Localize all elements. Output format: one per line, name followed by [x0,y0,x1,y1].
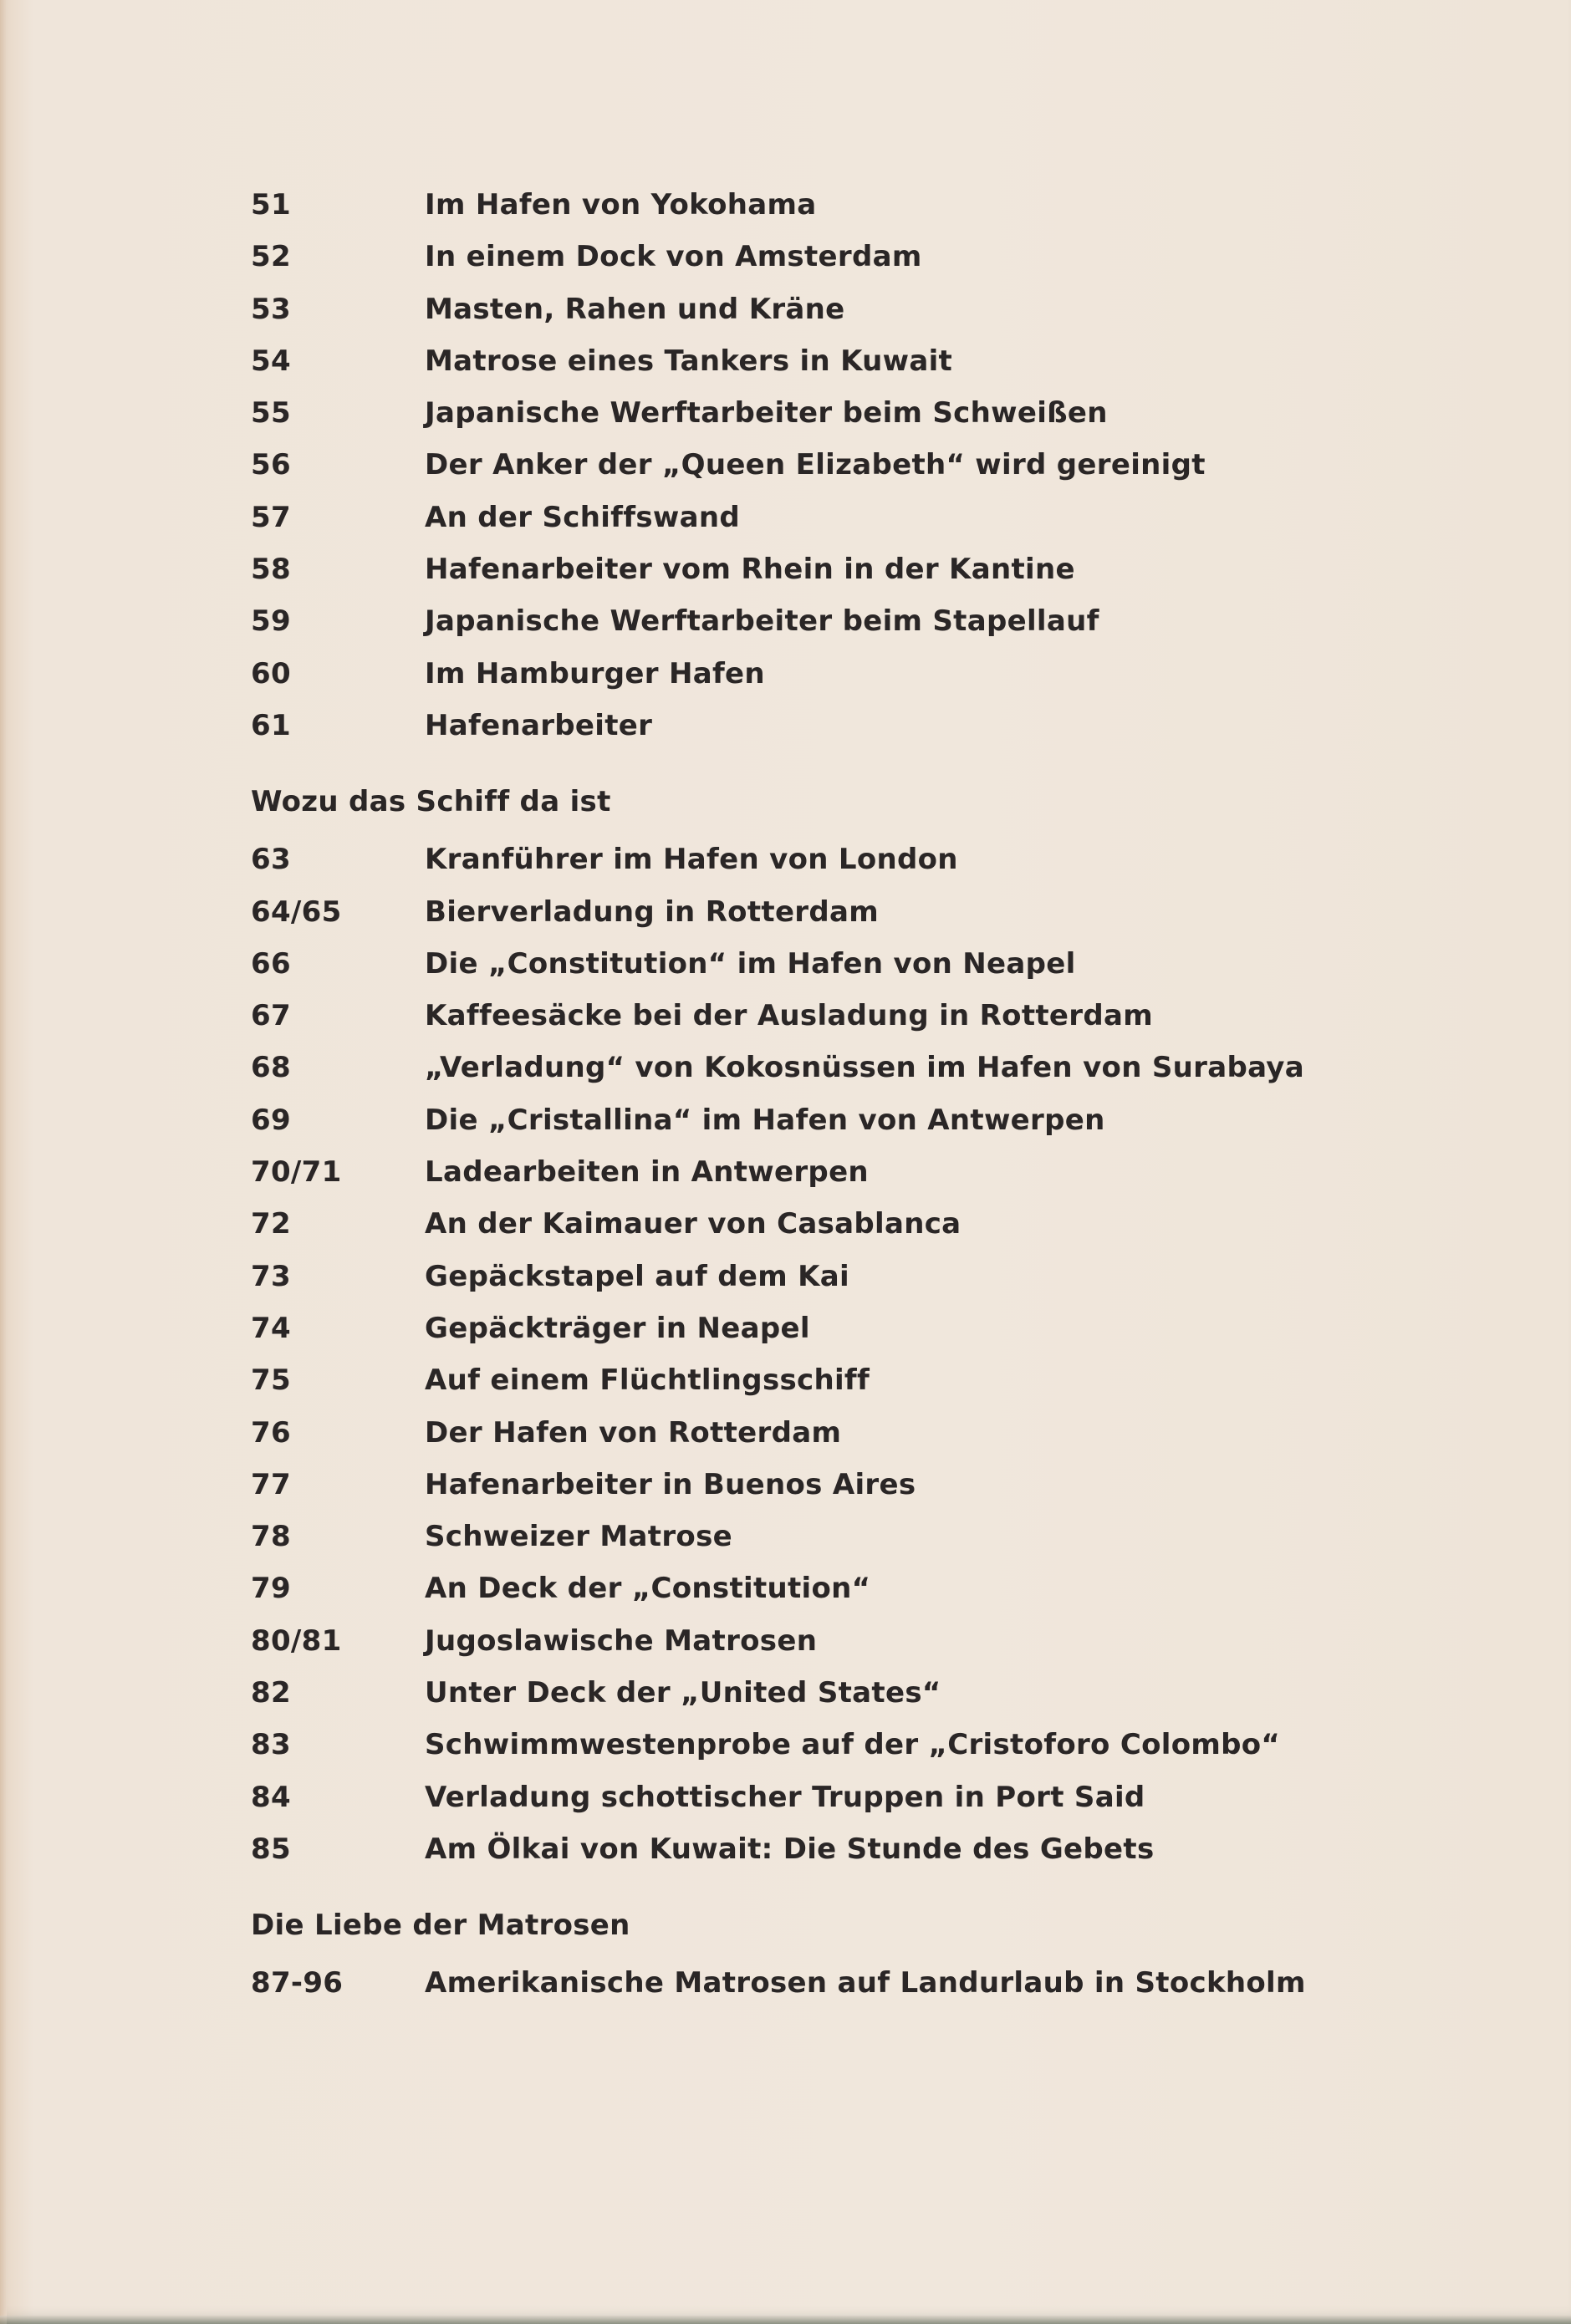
index-entry [251,344,1421,396]
plate-number: 85 [251,1832,291,1866]
plate-title: Kranführer im Hafen von London [425,843,958,877]
index-entry [251,448,1421,500]
plate-number: 66 [251,946,291,981]
plate-title: „Verladung“ von Kokosnüssen im Hafen von Surabaya [425,1051,1304,1085]
page-bottom-edge [0,2316,1571,2324]
plate-number: 83 [251,1728,291,1762]
picture-index [251,188,1421,2019]
plate-title: Schwimmwestenprobe auf der „Cristoforo Colombo“ [425,1728,1281,1762]
page-edge [0,0,7,2324]
index-entry [251,1051,1421,1103]
plate-number: 70/71 [251,1155,342,1190]
plate-number: 67 [251,999,291,1033]
plate-title: Schweizer Matrose [425,1520,732,1554]
index-entry [251,1832,1421,1884]
index-entry [251,293,1421,344]
plate-title: An Deck der „Constitution“ [425,1572,871,1606]
section-heading: Wozu das Schiff da ist [251,785,611,819]
index-entry [251,1155,1421,1207]
plate-title: Unter Deck der „United States“ [425,1676,941,1710]
index-entry [251,1468,1421,1520]
plate-title: Im Hafen von Yokohama [425,188,817,222]
plate-title: Japanische Werftarbeiter beim Stapellauf [425,604,1099,639]
index-entry [251,1103,1421,1155]
index-entry [251,1676,1421,1728]
plate-number: 58 [251,553,291,587]
plate-title: Kaffeesäcke bei der Ausladung in Rotterdam [425,999,1153,1033]
plate-title: Hafenarbeiter [425,708,653,742]
plate-number: 68 [251,1051,291,1085]
index-entry [251,1966,1421,2018]
index-entry [251,1312,1421,1363]
index-entry [251,1572,1421,1623]
index-entry [251,1363,1421,1415]
index-entry [251,396,1421,448]
plate-title: Der Anker der „Queen Elizabeth“ wird gereinigt [425,448,1206,482]
plate-number: 82 [251,1676,291,1710]
plate-title: Ladearbeiten in Antwerpen [425,1155,869,1190]
index-entry [251,501,1421,553]
plate-title: An der Kaimauer von Casablanca [425,1207,961,1241]
plate-number: 51 [251,188,291,222]
plate-title: In einem Dock von Amsterdam [425,240,922,274]
plate-number: 84 [251,1780,291,1814]
plate-title: Im Hamburger Hafen [425,656,765,691]
plate-title: An der Schiffswand [425,500,740,534]
plate-title: Gepäckstapel auf dem Kai [425,1259,849,1293]
plate-number: 52 [251,240,291,274]
index-entry [251,843,1421,894]
plate-number: 76 [251,1415,291,1450]
index-entry [251,947,1421,999]
index-entry [251,553,1421,604]
plate-title: Matrose eines Tankers in Kuwait [425,344,953,378]
plate-title: Gepäckträger in Neapel [425,1311,810,1345]
plate-number: 80/81 [251,1623,342,1658]
plate-title: Die „Constitution“ im Hafen von Neapel [425,946,1076,981]
index-entry [251,1781,1421,1832]
index-entry [251,1260,1421,1312]
index-entry [251,604,1421,656]
section-heading: Die Liebe der Matrosen [251,1909,630,1943]
plate-number: 72 [251,1207,291,1241]
index-entry [251,895,1421,947]
plate-title: Der Hafen von Rotterdam [425,1415,842,1450]
plate-number: 56 [251,448,291,482]
index-entry [251,1416,1421,1468]
plate-number: 54 [251,344,291,378]
index-entry [251,1624,1421,1676]
plate-number: 75 [251,1363,291,1398]
plate-number: 53 [251,292,291,326]
plate-title: Die „Cristallina“ im Hafen von Antwerpen [425,1103,1105,1137]
index-entry [251,1520,1421,1572]
plate-title: Auf einem Flüchtlingsschiff [425,1363,870,1398]
plate-title: Bierverladung in Rotterdam [425,894,879,929]
plate-title: Hafenarbeiter in Buenos Aires [425,1467,916,1501]
plate-number: 73 [251,1259,291,1293]
index-entry [251,188,1421,240]
plate-number: 61 [251,708,291,742]
plate-title: Amerikanische Matrosen auf Landurlaub in Stockholm [425,1966,1306,2000]
plate-number: 55 [251,396,291,431]
plate-number: 63 [251,843,291,877]
plate-number: 69 [251,1103,291,1137]
index-entry [251,240,1421,292]
plate-title: Am Ölkai von Kuwait: Die Stunde des Gebets [425,1832,1155,1866]
plate-number: 57 [251,500,291,534]
index-entry [251,1728,1421,1780]
plate-number: 79 [251,1572,291,1606]
index-entry [251,1207,1421,1259]
plate-title: Japanische Werftarbeiter beim Schweißen [425,396,1108,431]
plate-number: 77 [251,1467,291,1501]
plate-number: 78 [251,1520,291,1554]
plate-title: Masten, Rahen und Kräne [425,292,845,326]
plate-title: Jugoslawische Matrosen [425,1623,818,1658]
index-entry [251,999,1421,1051]
plate-number: 59 [251,604,291,639]
plate-number: 60 [251,656,291,691]
plate-number: 64/65 [251,894,342,929]
plate-number: 87-96 [251,1966,344,2000]
plate-number: 74 [251,1311,291,1345]
index-entry [251,657,1421,709]
plate-title: Verladung schottischer Truppen in Port Said [425,1780,1145,1814]
index-entry [251,709,1421,761]
plate-title: Hafenarbeiter vom Rhein in der Kantine [425,553,1075,587]
